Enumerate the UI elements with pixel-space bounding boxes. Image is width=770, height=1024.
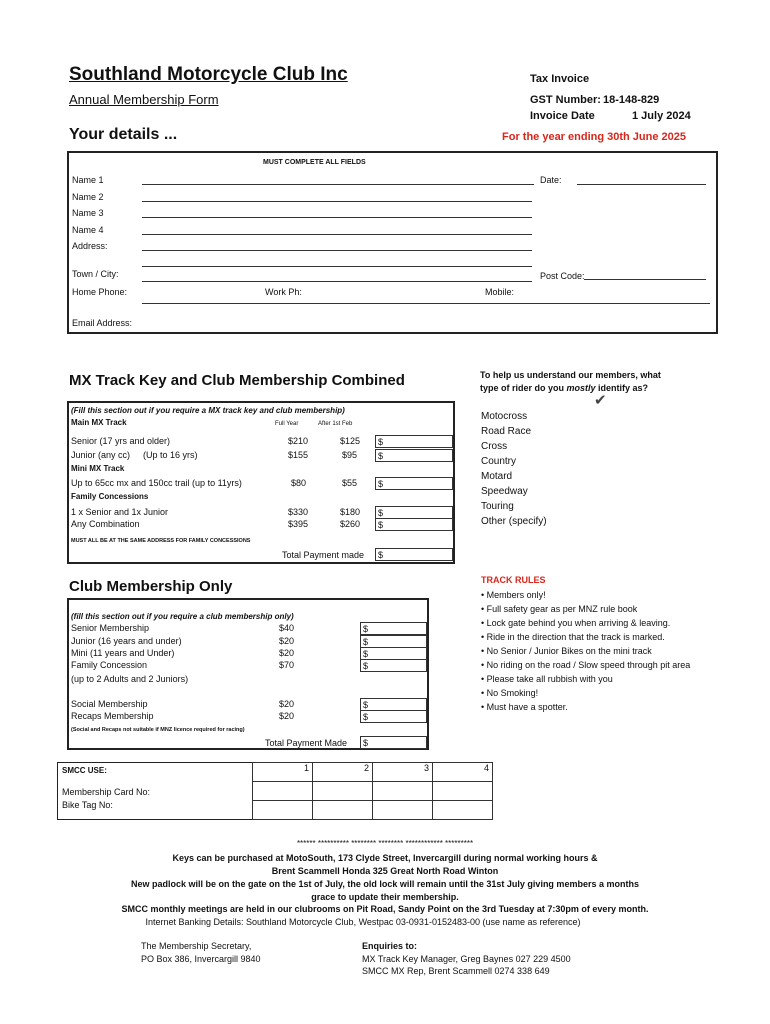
footer-line5: SMCC monthly meetings are held in our clubrooms on Pit Road, Sandy Point on the 3rd Tuesday at 7:30pm of every month. xyxy=(121,904,649,914)
same-address-note: MUST ALL BE AT THE SAME ADDRESS FOR FAMILY CONCESSIONS xyxy=(71,538,251,544)
home-phone-label: Home Phone: xyxy=(72,287,128,297)
invoice-date-label: Invoice Date xyxy=(530,110,595,122)
rider-type-cross-country[interactable]: Cross Country xyxy=(481,441,517,467)
rule-item: • No Smoking! xyxy=(481,688,539,698)
card-cell-2[interactable] xyxy=(313,782,373,801)
club-junior-amount[interactable]: $ xyxy=(360,635,427,648)
enquiry-mx-rep: SMCC MX Rep, Brent Scammell 0274 338 649 xyxy=(362,966,550,976)
social-label: Social Membership xyxy=(71,699,148,709)
work-phone-label: Work Ph: xyxy=(265,287,302,297)
club-senior-price: $40 xyxy=(279,623,295,633)
bike-cell-3[interactable] xyxy=(373,801,433,820)
family2-after-price: $260 xyxy=(340,519,361,529)
name4-label: Name 4 xyxy=(72,225,104,235)
junior-full-price: $155 xyxy=(288,450,309,460)
rider-question-line1: To help us understand our members, what xyxy=(480,370,661,380)
footer-line3: New padlock will be on the gate on the 1st of July, the old lock will remain until the 31st July giving members a months xyxy=(131,879,639,889)
name3-label: Name 3 xyxy=(72,208,104,218)
smcc-use-table xyxy=(252,762,493,820)
senior-full-price: $210 xyxy=(288,436,309,446)
rule-item: • Members only! xyxy=(481,590,546,600)
bike-cell-2[interactable] xyxy=(313,801,373,820)
club-name: Southland Motorcycle Club Inc xyxy=(69,64,348,85)
rule-item: • No riding on the road / Slow speed through pit area xyxy=(481,660,691,670)
club-mini-price: $20 xyxy=(279,648,295,658)
family1-full-price: $330 xyxy=(288,507,309,517)
family2-amount[interactable]: $ xyxy=(375,518,453,531)
track-rules-title: TRACK RULES xyxy=(481,575,546,585)
post-code-label: Post Code: xyxy=(540,271,585,281)
senior-after-price: $125 xyxy=(340,436,361,446)
mobile-label: Mobile: xyxy=(485,287,515,297)
social-recaps-note: (Social and Recaps not suitable if MNZ licence required for racing) xyxy=(71,727,245,733)
tax-invoice-label: Tax Invoice xyxy=(530,73,590,85)
name4-field[interactable] xyxy=(142,234,532,235)
rule-item: • Full safety gear as per MNZ rule book xyxy=(481,604,638,614)
your-details-heading: Your details ... xyxy=(69,126,178,143)
smcc-col-2: 2 xyxy=(313,763,373,782)
check-icon: ✔ xyxy=(594,392,607,409)
club-family-amount[interactable]: $ xyxy=(360,659,427,672)
email-label: Email Address: xyxy=(72,318,133,328)
name1-label: Name 1 xyxy=(72,175,104,185)
club-junior-label: Junior (16 years and under) xyxy=(71,636,182,646)
club-family-price: $70 xyxy=(279,660,295,670)
town-field[interactable] xyxy=(142,281,532,282)
club-fill-note: (fill this section out if you require a club membership only) xyxy=(71,612,294,621)
senior-amount[interactable]: $ xyxy=(375,435,453,448)
gst-label: GST Number: xyxy=(530,94,601,106)
club-total-label: Total Payment Made xyxy=(265,738,348,748)
enquiries-label: Enquiries to: xyxy=(362,941,418,951)
form-title: Annual Membership Form xyxy=(69,92,219,107)
rider-type-motard[interactable]: Motard xyxy=(481,471,513,482)
junior-amount[interactable]: $ xyxy=(375,449,453,462)
footer-line1: Keys can be purchased at MotoSouth, 173 Clyde Street, Invercargill during normal working hours & xyxy=(172,853,598,863)
card-cell-1[interactable] xyxy=(253,782,313,801)
mx-section-title: MX Track Key and Club Membership Combined xyxy=(69,372,405,389)
name1-field[interactable] xyxy=(142,184,534,185)
address-field[interactable] xyxy=(142,250,532,251)
club-family-note: (up to 2 Adults and 2 Juniors) xyxy=(71,674,189,684)
club-junior-price: $20 xyxy=(279,636,295,646)
recaps-label: Recaps Membership xyxy=(71,711,154,721)
recaps-price: $20 xyxy=(279,711,295,721)
mini-track-heading: Mini MX Track xyxy=(71,464,125,473)
name2-field[interactable] xyxy=(142,201,532,202)
stars-divider: ****** ********** ******** ******** ************ ********* xyxy=(296,839,474,848)
club-total-amount[interactable]: $ xyxy=(360,736,427,749)
smcc-col-3: 3 xyxy=(373,763,433,782)
social-price: $20 xyxy=(279,699,295,709)
bike-tag-label: Bike Tag No: xyxy=(62,800,113,810)
mx-total-label: Total Payment made xyxy=(282,550,365,560)
town-label: Town / City: xyxy=(72,269,119,279)
address-field-2[interactable] xyxy=(142,266,532,267)
after-feb-header: After 1st Feb xyxy=(318,421,353,427)
rule-item: • No Senior / Junior Bikes on the mini track xyxy=(481,646,652,656)
family2-full-price: $395 xyxy=(288,519,309,529)
card-cell-3[interactable] xyxy=(373,782,433,801)
rider-question-line2: type of rider do you mostly identify as? xyxy=(480,383,649,393)
club-mini-amount[interactable]: $ xyxy=(360,647,427,660)
rider-type-speedway[interactable]: Speedway xyxy=(481,486,528,497)
po-box: PO Box 386, Invercargill 9840 xyxy=(141,954,261,964)
mx-fill-note: (Fill this section out if you require a MX track key and club membership) xyxy=(71,406,345,415)
family-heading: Family Concessions xyxy=(71,492,149,501)
club-mini-label: Mini (11 years and Under) xyxy=(71,648,175,658)
name2-label: Name 2 xyxy=(72,192,104,202)
bike-cell-4[interactable] xyxy=(433,801,493,820)
gst-value: 18-148-829 xyxy=(603,94,660,106)
social-amount[interactable]: $ xyxy=(360,698,427,711)
mx-total-amount[interactable]: $ xyxy=(375,548,453,561)
footer-line2: Brent Scammell Honda 325 Great North Road Winton xyxy=(271,866,499,876)
phone-field[interactable] xyxy=(142,303,710,304)
smcc-col-4: 4 xyxy=(433,763,493,782)
rule-item: • Ride in the direction that the track is marked. xyxy=(481,632,665,642)
bike-cell-1[interactable] xyxy=(253,801,313,820)
rule-item: • Please take all rubbish with you xyxy=(481,674,613,684)
rider-types-list xyxy=(481,409,547,529)
invoice-date-value: 1 July 2024 xyxy=(632,110,691,122)
rule-item: • Must have a spotter. xyxy=(481,702,568,712)
mini-full-price: $80 xyxy=(291,478,307,488)
address-label: Address: xyxy=(72,241,108,251)
banking-details: Internet Banking Details: Southland Motorcycle Club, Westpac 03-0931-0152483-00 (use name as reference) xyxy=(145,917,581,927)
family2-label: Any Combination xyxy=(71,519,140,529)
membership-card-label: Membership Card No: xyxy=(62,787,151,797)
rule-item: • Lock gate behind you when arriving & leaving. xyxy=(481,618,671,628)
date-label: Date: xyxy=(540,175,562,185)
club-family-label: Family Concession xyxy=(71,660,148,670)
family1-amount[interactable]: $ xyxy=(375,506,453,519)
card-cell-4[interactable] xyxy=(433,782,493,801)
club-section-title: Club Membership Only xyxy=(69,578,233,595)
club-senior-label: Senior Membership xyxy=(71,623,150,633)
family1-label: 1 x Senior and 1x Junior xyxy=(71,507,169,517)
junior-label: Junior (any cc) xyxy=(71,450,131,460)
main-track-heading: Main MX Track xyxy=(71,418,127,427)
must-complete-note: MUST COMPLETE ALL FIELDS xyxy=(263,159,366,166)
smcc-col-1: 1 xyxy=(253,763,313,782)
junior-after-price: $95 xyxy=(342,450,358,460)
rider-type-other[interactable]: Other (specify) xyxy=(481,516,547,527)
club-senior-amount[interactable]: $ xyxy=(360,622,427,635)
junior-age: (Up to 16 yrs) xyxy=(143,450,198,460)
name3-field[interactable] xyxy=(142,217,532,218)
enquiry-mx-key: MX Track Key Manager, Greg Baynes 027 229 4500 xyxy=(362,954,571,964)
full-year-header: Full Year xyxy=(275,421,299,427)
rider-type-road-race[interactable]: Road Race xyxy=(481,426,532,437)
post-code-field[interactable] xyxy=(584,279,706,280)
year-ending: For the year ending 30th June 2025 xyxy=(502,131,687,143)
rider-type-touring[interactable]: Touring xyxy=(481,501,514,512)
footer-line4: grace to update their membership. xyxy=(311,892,459,902)
secretary-label: The Membership Secretary, xyxy=(141,941,252,951)
track-rules-list xyxy=(481,588,690,714)
mini-amount[interactable]: $ xyxy=(375,477,453,490)
smcc-use-label: SMCC USE: xyxy=(62,766,107,775)
mini-after-price: $55 xyxy=(342,478,358,488)
details-box xyxy=(67,151,718,334)
mini-label: Up to 65cc mx and 150cc trail (up to 11yrs) xyxy=(71,478,242,488)
recaps-amount[interactable]: $ xyxy=(360,710,427,723)
family1-after-price: $180 xyxy=(340,507,361,517)
date-field[interactable] xyxy=(577,184,706,185)
senior-label: Senior (17 yrs and older) xyxy=(71,436,171,446)
rider-type-motocross[interactable]: Motocross xyxy=(481,411,528,422)
